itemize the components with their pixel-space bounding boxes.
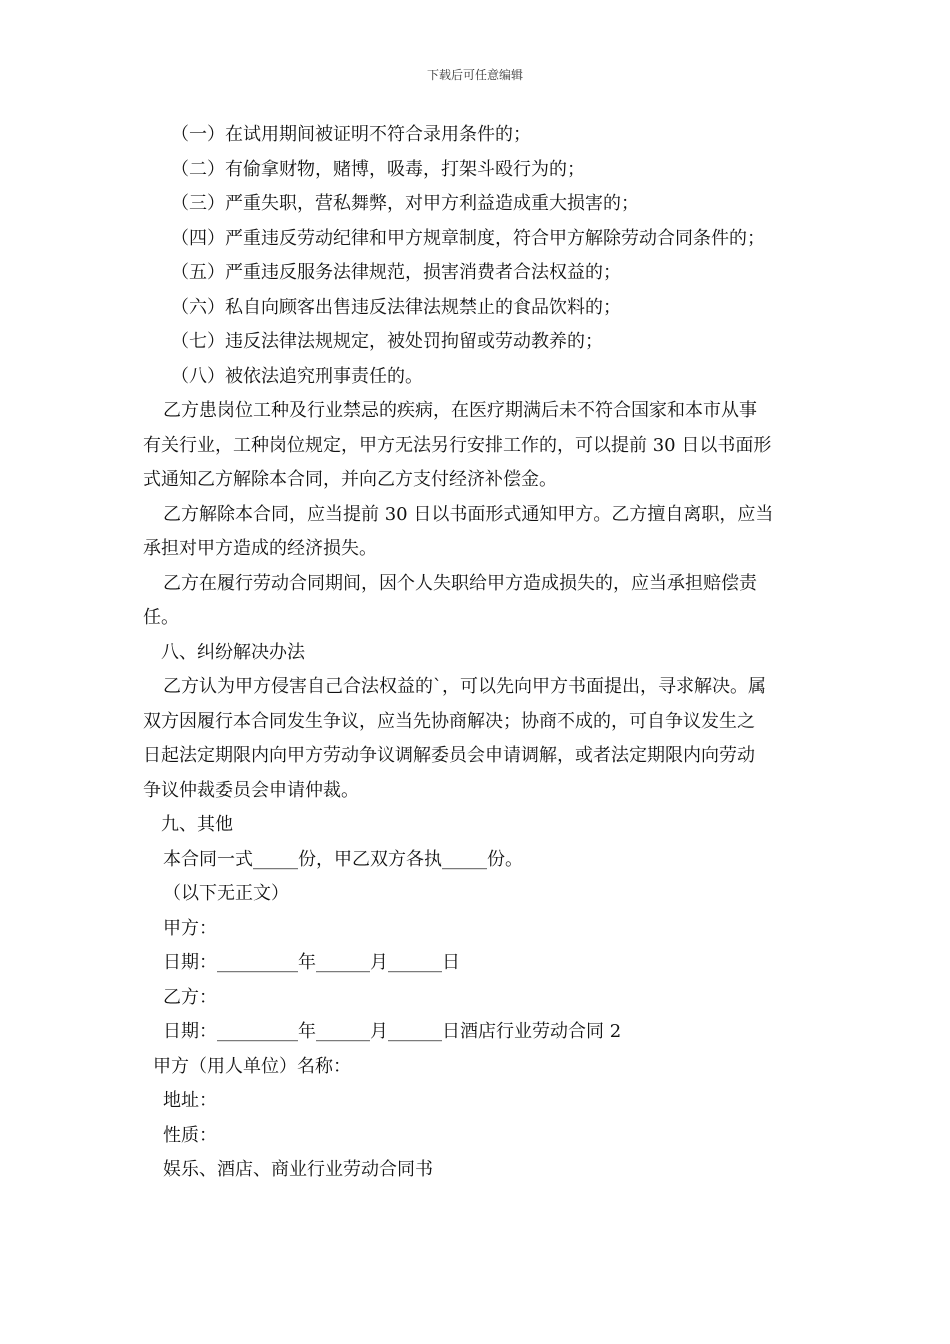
document-body <box>143 118 810 1188</box>
paragraph-dispute-resolution <box>143 670 810 808</box>
paragraph-line: 式通知乙方解除本合同，并向乙方支付经济补偿金。 <box>143 469 557 490</box>
list-item: （七）违反法律法规规定，被处罚拘留或劳动教养的； <box>171 331 603 352</box>
list-item: （五）严重违反服务法律规范，损害消费者合法权益的； <box>171 262 621 283</box>
address-label: 地址： <box>163 1090 217 1111</box>
party-b-label: 乙方： <box>163 986 217 1008</box>
party-a-label: 甲方： <box>163 917 217 939</box>
date-line: 日期：_________年______月______日 <box>163 952 460 973</box>
paragraph-line: 乙方患岗位工种及行业禁忌的疾病，在医疗期满后未不符合国家和本市从事 <box>163 400 757 421</box>
copies-line: 本合同一式_____份，甲乙双方各执_____份。 <box>163 848 523 870</box>
paragraph-line: 乙方在履行劳动合同期间，因个人失职给甲方造成损失的，应当承担赔偿责 <box>163 572 757 594</box>
paragraph-compensation <box>143 567 810 636</box>
paragraph-line: 日起法定期限内向甲方劳动争议调解委员会申请调解，或者法定期限内向劳动 <box>143 745 755 766</box>
paragraph-line: 双方因履行本合同发生争议，应当先协商解决；协商不成的，可自争议发生之 <box>143 710 755 732</box>
paragraph-line: 有关行业，工种岗位规定，甲方无法另行安排工作的，可以提前 30 日以书面形 <box>143 434 772 456</box>
list-item: （三）严重失职，营私舞弊，对甲方利益造成重大损害的； <box>171 193 639 214</box>
paragraph-line: 争议仲裁委员会申请仲裁。 <box>143 779 359 801</box>
no-more-text-note: （以下无正文） <box>163 883 289 904</box>
nature-label: 性质： <box>163 1124 217 1146</box>
paragraph-line: 乙方认为甲方侵害自己合法权益的`，可以先向甲方书面提出，寻求解决。属 <box>163 676 766 697</box>
paragraph-employee-termination <box>143 498 810 567</box>
contract-title: 娱乐、酒店、商业行业劳动合同书 <box>163 1159 433 1180</box>
employer-name-label: 甲方（用人单位）名称： <box>153 1055 351 1077</box>
list-item: （八）被依法追究刑事责任的。 <box>171 365 423 387</box>
section-heading-dispute: 八、纠纷解决办法 <box>161 641 305 663</box>
paragraph-illness-termination <box>143 394 810 498</box>
list-item: （四）严重违反劳动纪律和甲方规章制度，符合甲方解除劳动合同条件的； <box>171 227 765 249</box>
paragraph-line: 承担对甲方造成的经济损失。 <box>143 538 377 559</box>
list-item: （六）私自向顾客出售违反法律法规禁止的食品饮料的； <box>171 296 621 318</box>
paragraph-line: 任。 <box>143 607 179 628</box>
paragraph-line: 乙方解除本合同，应当提前 30 日以书面形式通知甲方。乙方擅自离职，应当 <box>163 503 774 525</box>
list-item: （一）在试用期间被证明不符合录用条件的； <box>171 124 531 145</box>
date-line: 日期：_________年______月______日酒店行业劳动合同 2 <box>163 1021 622 1042</box>
section-heading-other: 九、其他 <box>161 814 233 835</box>
page-header-note: 下载后可任意编辑 <box>426 68 523 82</box>
list-item: （二）有偷拿财物，赌博，吸毒，打架斗殴行为的； <box>171 158 585 180</box>
